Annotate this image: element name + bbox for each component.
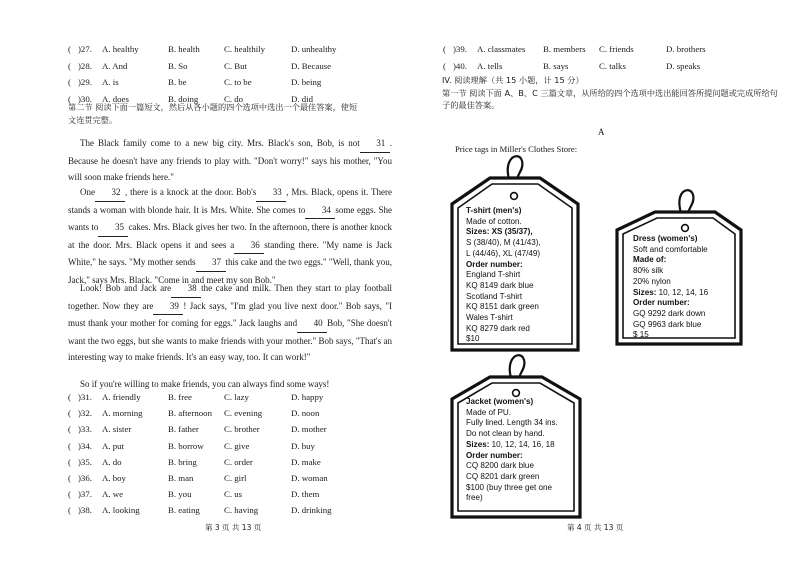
tag-line: KQ 8151 dark green: [466, 302, 539, 312]
option-b[interactable]: B. So: [168, 60, 188, 71]
option-d[interactable]: D. brothers: [666, 44, 706, 54]
option-d[interactable]: D. unhealthy: [291, 44, 337, 54]
passage-paragraph-3: [68, 280, 392, 366]
option-b[interactable]: B. says: [543, 60, 569, 71]
blank-38[interactable]: 38: [171, 280, 201, 298]
option-d[interactable]: D. did: [291, 93, 313, 104]
passage-text: Bob, "She doesn't want the two eggs, but she wants to make friends with your mother." Bob says, "That's an interesting way to make friends. It's an easy way, too. It can work!": [68, 318, 392, 363]
option-b[interactable]: B. father: [168, 424, 199, 435]
question-number[interactable]: )32.: [78, 408, 92, 419]
tag-line: S (38/40), M (41/43),: [466, 238, 541, 248]
option-d[interactable]: D. them: [291, 489, 320, 500]
tag-line: Soft and comfortable: [633, 244, 708, 254]
tag-line: 80% silk: [633, 266, 664, 276]
blank-40[interactable]: 40: [297, 315, 327, 333]
question-number[interactable]: )27.: [78, 44, 92, 54]
answer-paren[interactable]: (: [68, 424, 71, 435]
passage-text: One: [80, 187, 95, 197]
passage-text: this cake and the two eggs." "Well, thank you, Jack," says Mrs. Black. "Come in and meet my son Bob.": [68, 257, 392, 285]
passage-text: . Because he doesn't have any friends to play with. "Don't worry!" says his mother, "You will soon make friends here.": [68, 138, 392, 183]
tag-line: Sizes: XS (35/37),: [466, 227, 533, 237]
passage-text: some eggs. She wants to: [68, 204, 392, 233]
option-b[interactable]: B. health: [168, 44, 200, 54]
option-a[interactable]: A. put: [102, 440, 124, 451]
instruction-line: 第一节 阅读下面 A、B、C 三篇文章，从所给的四个选项中选出能回答所提问题或完成所给句: [442, 87, 778, 98]
tag-line: Do not clean by hand.: [466, 429, 545, 439]
blank-33[interactable]: 33: [256, 184, 286, 202]
blank-32[interactable]: 32: [95, 184, 125, 202]
option-c[interactable]: C. lazy: [224, 392, 249, 402]
tag-title: Jacket (women's): [466, 397, 534, 406]
option-b[interactable]: B. afternoon: [168, 408, 212, 419]
tag-line: Fully lined. Length 34 ins.: [466, 418, 558, 428]
instruction-line: 子的最佳答案。: [442, 100, 500, 111]
section-letter: A: [598, 127, 605, 137]
question-row: [443, 61, 763, 75]
answer-paren[interactable]: (: [68, 440, 71, 451]
tag-made-label: Made of:: [633, 255, 667, 265]
instruction-line: 文连贯完整。: [68, 114, 118, 125]
right-page: [397, 0, 794, 561]
question-row: [68, 392, 388, 406]
tag-price: $10: [466, 334, 480, 344]
question-row: [68, 505, 388, 519]
passage-text: So if you're willing to make friends, you can always find some ways!: [80, 379, 330, 389]
answer-paren[interactable]: (: [68, 489, 71, 500]
tag-line: CQ 8201 dark green: [466, 471, 540, 481]
blank-31[interactable]: 31: [360, 135, 390, 153]
passage-text: Look! Bob and Jack are: [80, 283, 172, 293]
dress-tag-text: [633, 234, 739, 341]
option-d[interactable]: D. happy: [291, 392, 324, 402]
option-d[interactable]: D. woman: [291, 473, 328, 483]
option-a[interactable]: A. do: [102, 456, 122, 467]
question-number[interactable]: )35.: [78, 456, 92, 467]
option-c[interactable]: C. healthily: [224, 44, 266, 54]
option-b[interactable]: B. you: [168, 489, 192, 500]
tshirt-tag-text: [466, 206, 576, 345]
passage-text: The Black family come to a new big city. Mrs. Black's son, Bob, is not: [80, 138, 360, 148]
tag-line: GQ 9963 dark blue: [633, 319, 702, 329]
passage-text: standing there. "My name is Jack White," he says. "My mother sends: [68, 239, 392, 268]
heading-text: IV. 阅读理解（共 15 小题，计 15 分）: [442, 75, 584, 85]
question-row: [68, 61, 388, 75]
question-number[interactable]: )38.: [78, 505, 92, 516]
passage-paragraph-2: [68, 184, 392, 289]
tag-line: Made of cotton.: [466, 216, 522, 226]
tag-sizes-label: Sizes:: [633, 287, 657, 297]
option-b[interactable]: B. bring: [168, 456, 197, 467]
answer-paren[interactable]: (: [68, 473, 71, 483]
option-b[interactable]: B. be: [168, 77, 187, 87]
blank-35[interactable]: 35: [98, 219, 128, 237]
question-number[interactable]: )40.: [453, 60, 467, 71]
question-row: [68, 424, 388, 438]
option-a[interactable]: A. does: [102, 93, 129, 104]
passage-text: , there is a knock at the door. Bob's: [125, 187, 257, 197]
question-number[interactable]: )39.: [453, 44, 467, 54]
blank-36[interactable]: 36: [234, 237, 264, 255]
tag-line: GQ 9292 dark down: [633, 308, 706, 318]
page-footer: 第 4 页 共 13 页: [567, 523, 624, 532]
question-number[interactable]: )34.: [78, 440, 92, 451]
option-d[interactable]: D. speaks: [666, 60, 701, 71]
tag-line: Made of PU.: [466, 407, 511, 417]
tag-order-label: Order number:: [633, 298, 690, 308]
question-row: [68, 457, 388, 471]
question-number[interactable]: )29.: [78, 77, 92, 87]
answer-paren[interactable]: (: [68, 392, 71, 402]
tag-title: Dress (women's): [633, 234, 698, 243]
tag-sizes-label: Sizes:: [466, 439, 490, 449]
option-c[interactable]: C. us: [224, 489, 243, 500]
answer-paren[interactable]: (: [443, 60, 446, 71]
passage-text: , Mrs. Black, opens it. There stands a woman with blonde hair. It is Mrs. White. She comes to: [68, 187, 392, 215]
option-b[interactable]: B. free: [168, 392, 192, 402]
answer-paren[interactable]: (: [68, 44, 71, 54]
tag-line: 20% nylon: [633, 276, 671, 286]
option-c[interactable]: C. order: [224, 456, 253, 467]
passage-text: the cake and milk. Then they start to play football together. Now they are: [68, 283, 392, 311]
option-b[interactable]: B. eating: [168, 505, 200, 516]
tag-line: KQ 8279 dark red: [466, 323, 530, 333]
option-d[interactable]: D. mother: [291, 424, 327, 435]
question-row: [443, 44, 763, 58]
passage-paragraph-4: [68, 376, 392, 393]
question-row: [68, 489, 388, 503]
tag-price: $100 (buy three get one: [466, 482, 552, 492]
tag-title: T-shirt (men's): [466, 206, 522, 215]
answer-paren[interactable]: (: [68, 93, 71, 104]
passage-paragraph-1: [68, 135, 392, 186]
option-d[interactable]: D. noon: [291, 408, 320, 419]
question-number[interactable]: )37.: [78, 489, 92, 500]
section2-instruction: [68, 101, 390, 126]
answer-paren[interactable]: (: [68, 505, 71, 516]
tag-order-label: Order number:: [466, 450, 523, 460]
blank-39[interactable]: 39: [153, 298, 183, 316]
option-a[interactable]: A. morning: [102, 408, 143, 419]
option-c[interactable]: C. brother: [224, 424, 260, 435]
tag-line: KQ 8149 dark blue: [466, 280, 534, 290]
tag-line: CQ 8200 dark blue: [466, 461, 534, 471]
dress-price-tag: [615, 186, 743, 346]
blank-37[interactable]: 37: [196, 254, 226, 272]
tag-order-label: Order number:: [466, 259, 523, 269]
option-d[interactable]: D. drinking: [291, 505, 332, 516]
option-a[interactable]: A. healthy: [102, 44, 139, 54]
jacket-tag-text: [466, 397, 578, 504]
page-footer: 第 3 页 共 13 页: [205, 523, 262, 532]
tag-price: $ 15: [633, 330, 649, 340]
question-row: [68, 44, 388, 58]
option-b[interactable]: B. man: [168, 473, 194, 483]
option-d[interactable]: D. Because: [291, 60, 332, 71]
option-a[interactable]: A. looking: [102, 505, 140, 516]
option-a[interactable]: A. classmates: [477, 44, 526, 54]
option-b[interactable]: B. doing: [168, 93, 199, 104]
part4-heading: [442, 74, 787, 112]
instruction-line: 第二节 阅读下面一篇短文，然后从各小题的四个选项中选出一个最佳答案，使短: [68, 102, 358, 112]
tag-sizes: 10, 12, 14, 16: [658, 287, 709, 297]
question-row: [68, 473, 388, 487]
option-c[interactable]: C. girl: [224, 473, 247, 483]
answer-paren[interactable]: (: [68, 456, 71, 467]
option-c[interactable]: C. give: [224, 440, 250, 451]
option-c[interactable]: C. having: [224, 505, 259, 516]
option-c[interactable]: C. evening: [224, 408, 263, 419]
option-d[interactable]: D. being: [291, 77, 322, 87]
question-row: [68, 441, 388, 455]
option-a[interactable]: A. And: [102, 60, 128, 71]
tshirt-price-tag: [450, 154, 580, 352]
tag-line: England T-shirt: [466, 270, 521, 280]
option-d[interactable]: D. make: [291, 456, 321, 467]
option-c[interactable]: C. friends: [599, 44, 634, 54]
tag-sizes: 10, 12, 14, 16, 18: [491, 439, 555, 449]
answer-paren[interactable]: (: [443, 44, 446, 54]
answer-paren[interactable]: (: [68, 77, 71, 87]
jacket-price-tag: [450, 353, 582, 519]
option-b[interactable]: B. members: [543, 44, 586, 54]
answer-paren[interactable]: (: [68, 60, 71, 71]
question-number[interactable]: )28.: [78, 60, 92, 71]
question-row: [68, 408, 388, 422]
store-title: Price tags in Miller's Clothes Store:: [455, 144, 578, 154]
tag-line: Wales T-shirt: [466, 313, 513, 323]
question-row: [68, 77, 388, 91]
option-a[interactable]: A. is: [102, 77, 119, 87]
passage-text: cakes. Mrs. Black gives her two. In the afternoon, there is another knock at the door. Mrs. Black opens it and sees a: [68, 222, 393, 250]
answer-paren[interactable]: (: [68, 408, 71, 419]
option-a[interactable]: A. tells: [477, 60, 503, 71]
question-number[interactable]: )31.: [78, 392, 92, 402]
option-a[interactable]: A. friendly: [102, 392, 141, 402]
question-number[interactable]: )33.: [78, 424, 92, 435]
option-a[interactable]: A. boy: [102, 473, 126, 483]
question-number[interactable]: )36.: [78, 473, 92, 483]
option-c[interactable]: C. But: [224, 60, 247, 71]
option-c[interactable]: C. do: [224, 93, 244, 104]
tag-line: Scotland T-shirt: [466, 291, 523, 301]
option-c[interactable]: C. to be: [224, 77, 252, 87]
option-d[interactable]: D. buy: [291, 440, 315, 451]
option-a[interactable]: A. we: [102, 489, 124, 500]
option-b[interactable]: B. borrow: [168, 440, 204, 451]
question-number[interactable]: )30.: [78, 93, 92, 104]
tag-line: L (44/46), XL (47/49): [466, 248, 541, 258]
passage-text: ! Jack says, "I'm glad you live next door." Bob says, "I must thank your mother for coming for eggs." Jack laughs and: [68, 300, 392, 329]
option-c[interactable]: C. talks: [599, 60, 626, 71]
tag-price: free): [466, 493, 483, 503]
blank-34[interactable]: 34: [305, 202, 335, 220]
option-a[interactable]: A. sister: [102, 424, 132, 435]
